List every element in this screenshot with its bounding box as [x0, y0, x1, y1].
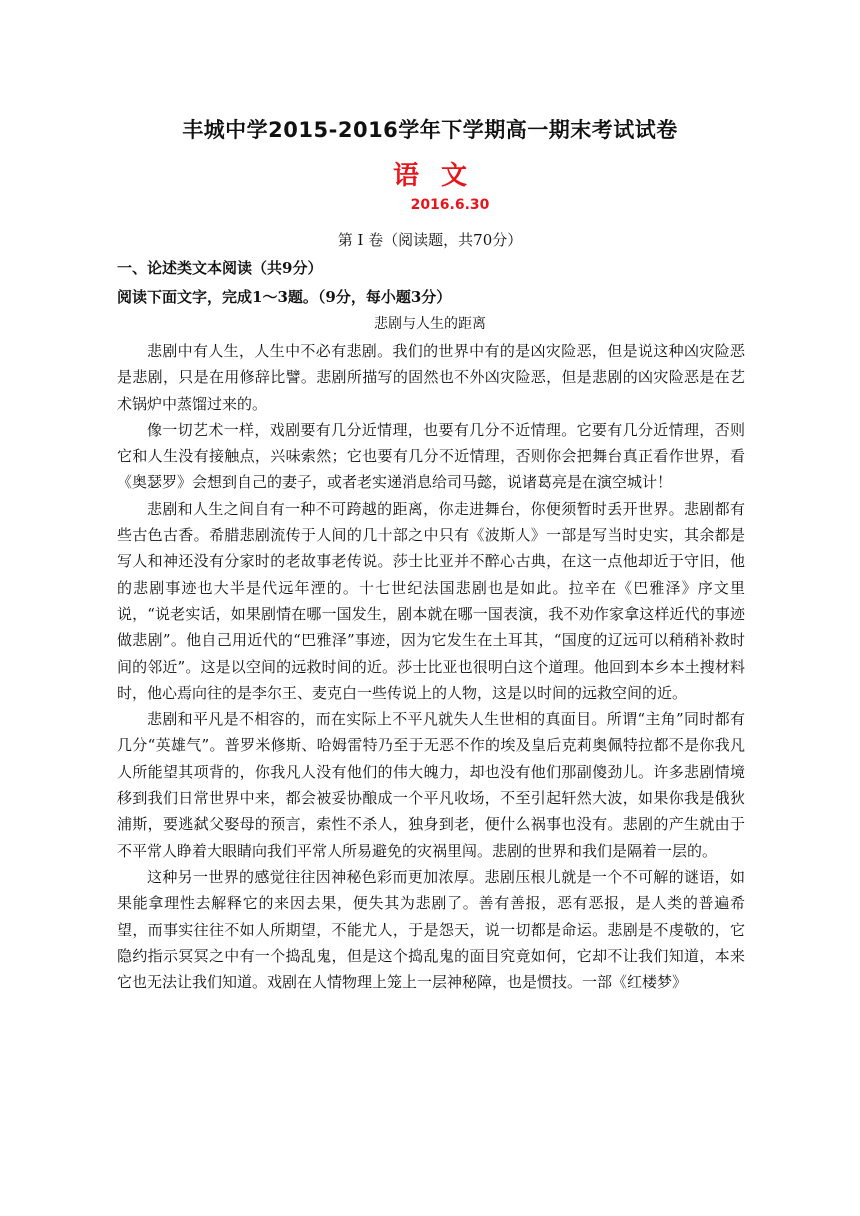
exam-title: 丰城中学2015-2016学年下学期高一期末考试试卷 — [182, 118, 678, 142]
subject-title: 语文 — [392, 161, 489, 191]
exam-date: 2016.6.30 — [410, 197, 490, 213]
article-title: 悲剧与人生的距离 — [374, 316, 486, 332]
article-body — [117, 338, 745, 995]
paragraph: 悲剧和人生之间自有一种不可跨越的距离，你走进舞台，你便须暂时丢开世界。悲剧都有些古色古香。希腊悲剧流传于人间的几十部之中只有《波斯人》一部是写当时史实，其余都是写人和神还没有分家时的老故事老传说。莎士比亚并不醉心古典，在这一点他却近于守旧，他的悲剧事迹也大半是代远年湮的。十七世纪法国悲剧也是如此。拉辛在《巴雅泽》序文里说，“说老实话，如果剧情在哪一国发生，剧本就在哪一国表演，我不劝作家拿这样近代的事迹做悲剧”。他自己用近代的“巴雅泽”事迹，因为它发生在土耳其，“国度的辽远可以稍稍补救时间的邻近”。这是以空间的远救时间的近。莎士比亚也很明白这个道理。他回到本乡本土搜材料时，他心焉向往的是李尔王、麦克白一些传说上的人物，这是以时间的远救空间的近。 — [117, 499, 745, 702]
paragraph: 悲剧中有人生，人生中不必有悲剧。我们的世界中有的是凶灾险恶，但是说这种凶灾险恶是悲剧，只是在用修辞比譬。悲剧所描写的固然也不外凶灾险恶，但是悲剧的凶灾险恶是在艺术锅炉中蒸馏过来的。 — [117, 342, 745, 413]
part-one-heading: 一、论述类文本阅读（共9分） — [117, 259, 323, 277]
paragraph: 这种另一世界的感觉往往因神秘色彩而更加浓厚。悲剧压根儿就是一个不可解的谜语，如果能拿理性去解释它的来因去果，便失其为悲剧了。善有善报，恶有恶报，是人类的普遍希望，而事实往往不如人所期望，不能尤人，于是怨天，说一切都是命运。悲剧是不虔敬的，它隐约指示冥冥之中有一个捣乱鬼，但是这个捣乱鬼的面目究竟如何，它却不让我们知道，本来它也无法让我们知道。戏剧在人情物理上笼上一层神秘障，也是惯技。一部《红楼梦》 — [117, 867, 745, 992]
paragraph: 像一切艺术一样，戏剧要有几分近情理，也要有几分不近情理。它要有几分近情理，否则它和人生没有接触点，兴味索然；它也要有几分不近情理，否则你会把舞台真正看作世界，看《奥瑟罗》会想到自己的妻子，或者老实递消息给司马懿，说诸葛亮是在演空城计！ — [117, 420, 745, 492]
section-label: 第 Ⅰ 卷（阅读题，共70分） — [337, 231, 523, 249]
reading-instruction: 阅读下面文字，完成1～3题。（9分，每小题3分） — [117, 288, 452, 306]
paragraph: 悲剧和平凡是不相容的，而在实际上不平凡就失人生世相的真面目。所谓“主角”同时都有几分“英雄气”。普罗米修斯、哈姆雷特乃至于无恶不作的埃及皇后克莉奥佩特拉都不是你我凡人所能望其项背的，你我凡人没有他们的伟大魄力，却也没有他们那副傻劲儿。许多悲剧情境移到我们日常世界中来，都会被妥协酿成一个平凡收场，不至引起轩然大波，如果你我是俄狄浦斯，要逃弑父娶母的预言，索性不杀人，独身到老，便什么祸事也没有。悲剧的产生就由于不平常人睁着大眼睛向我们平常人所易避免的灾祸里闯。悲剧的世界和我们是隔着一层的。 — [117, 710, 745, 860]
